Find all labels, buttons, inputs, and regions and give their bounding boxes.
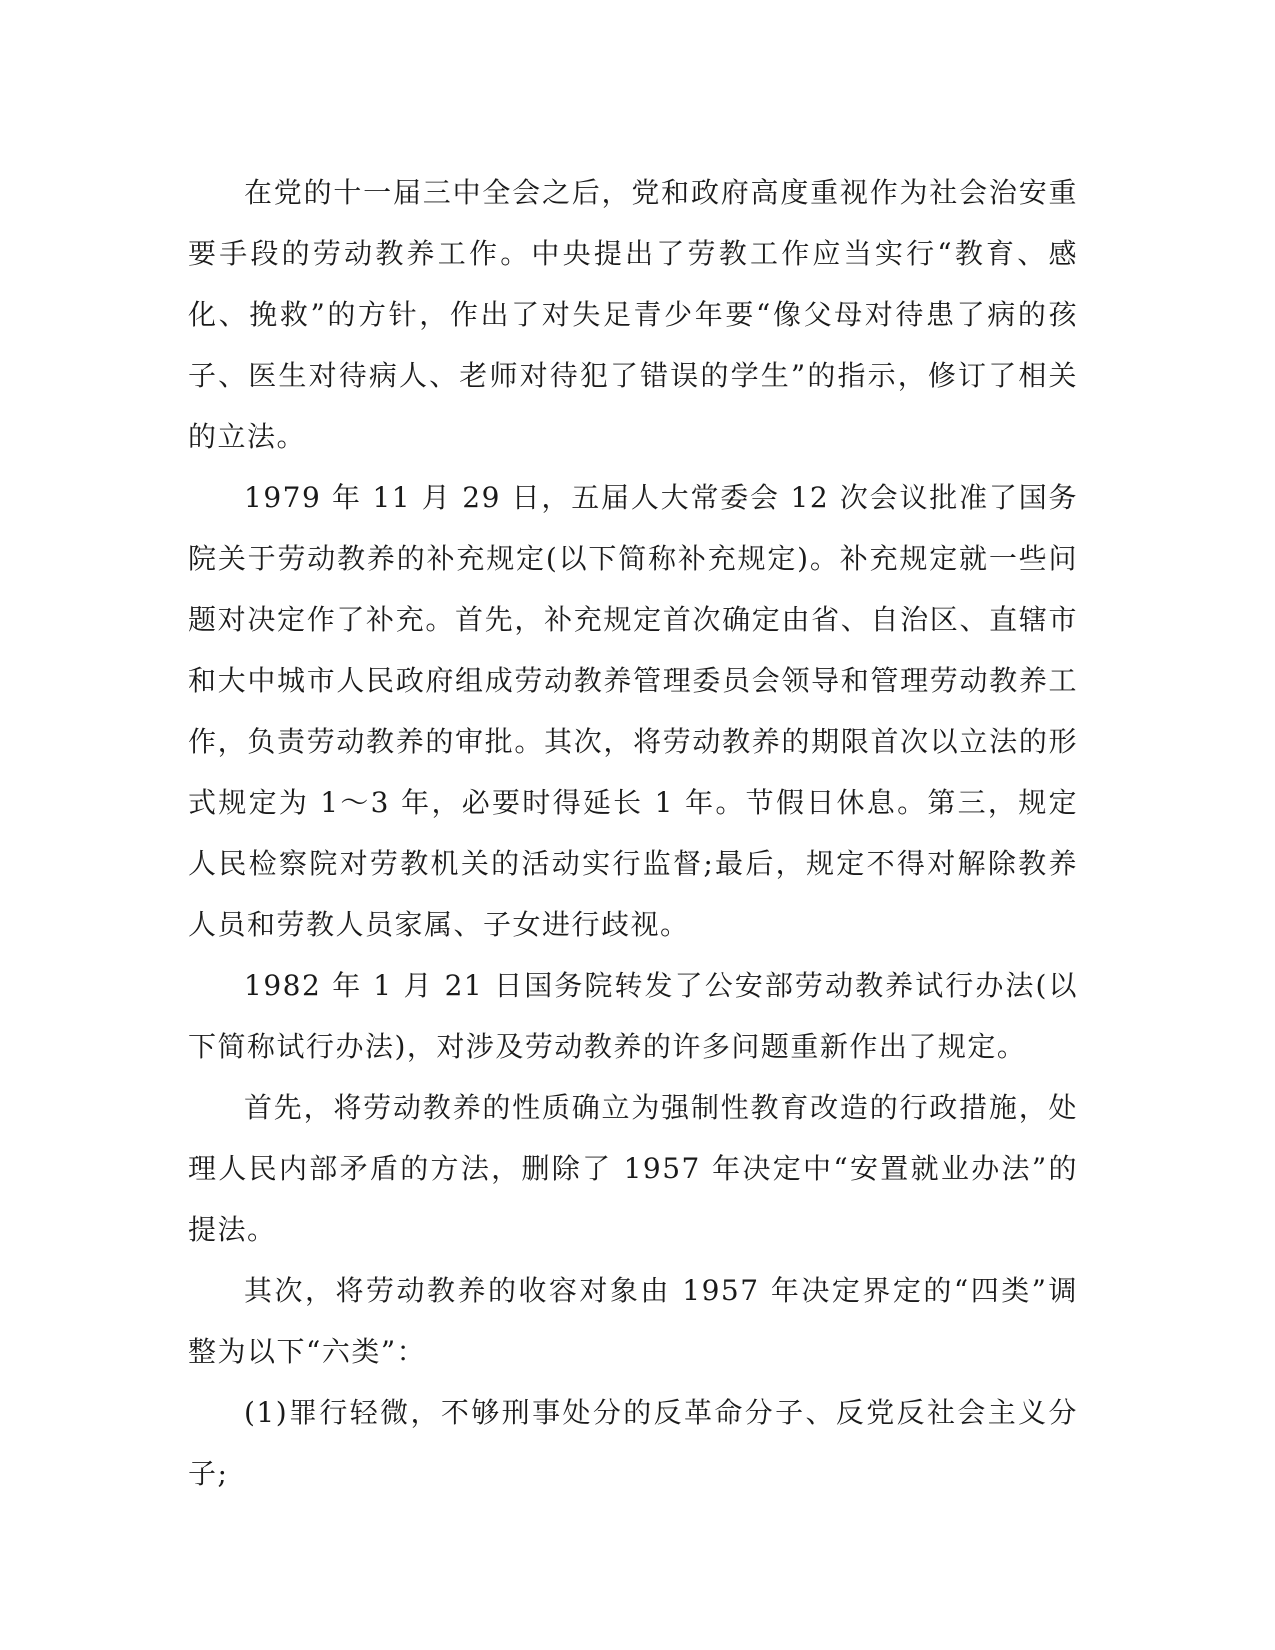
paragraph-5: 其次，将劳动教养的收容对象由 1957 年决定界定的“四类”调整为以下“六类”： — [188, 1274, 1078, 1368]
paragraph-6: (1)罪行轻微，不够刑事处分的反革命分子、反党反社会主义分子; — [188, 1396, 1078, 1490]
paragraph-4: 首先，将劳动教养的性质确立为强制性教育改造的行政措施，处理人民内部矛盾的方法，删除了 1957 年决定中“安置就业办法”的提法。 — [188, 1091, 1078, 1246]
paragraph-3: 1982 年 1 月 21 日国务院转发了公安部劳动教养试行办法(以下简称试行办法)，对涉及劳动教养的许多问题重新作出了规定。 — [188, 969, 1078, 1063]
paragraph-1: 在党的十一届三中全会之后，党和政府高度重视作为社会治安重要手段的劳动教养工作。中央提出了劳教工作应当实行“教育、感化、挽救”的方针，作出了对失足青少年要“像父母对待患了病的孩子、医生对待病人、老师对待犯了错误的学生”的指示，修订了相关的立法。 — [188, 176, 1078, 453]
document-body — [188, 162, 1078, 1504]
paragraph-2: 1979 年 11 月 29 日，五届人大常委会 12 次会议批准了国务院关于劳动教养的补充规定(以下简称补充规定)。补充规定就一些问题对决定作了补充。首先，补充规定首次确定由省、自治区、直辖市和大中城市人民政府组成劳动教养管理委员会领导和管理劳动教养工作，负责劳动教养的审批。其次，将劳动教养的期限首次以立法的形式规定为 1～3 年，必要时得延长 1 年。节假日休息。第三，规定人民检察院对劳教机关的活动实行监督;最后，规定不得对解除教养人员和劳教人员家属、子女进行歧视。 — [188, 481, 1078, 941]
